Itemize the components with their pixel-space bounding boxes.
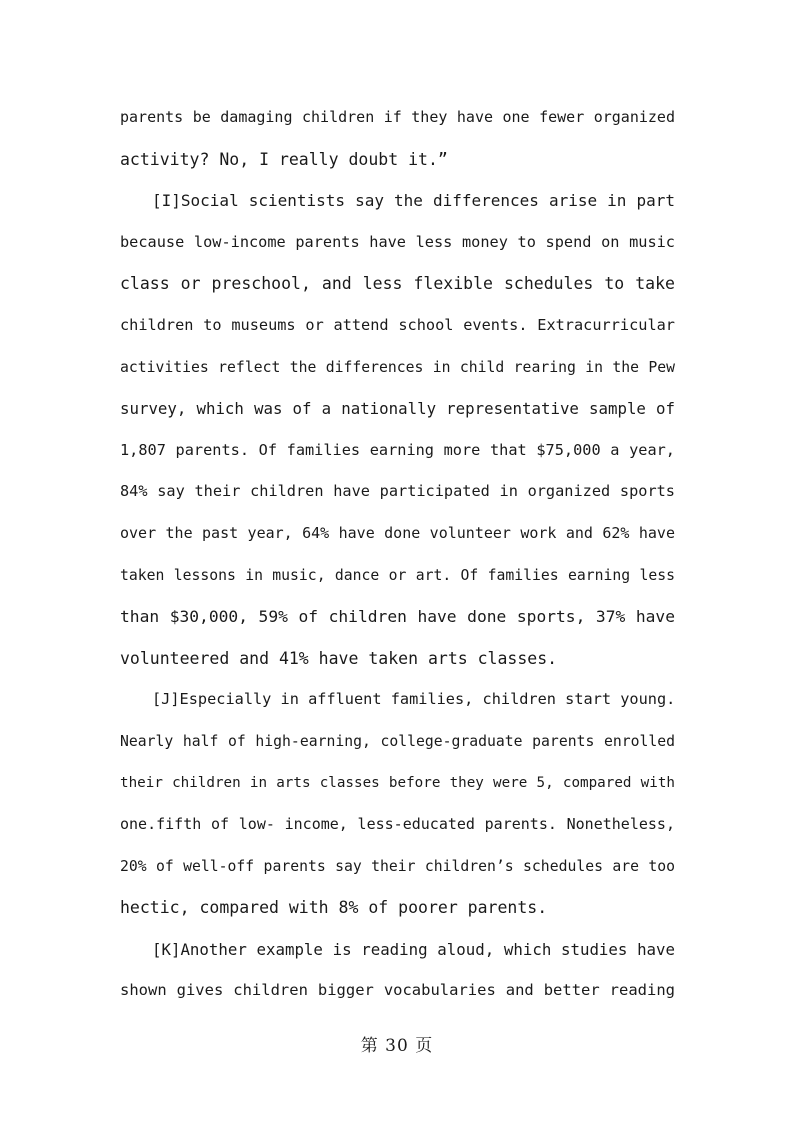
page-body: [120, 97, 675, 1012]
text-line: parents be damaging children if they have one fewer organized: [120, 108, 675, 126]
text-line: [K]Another example is reading aloud, which studies have: [152, 939, 675, 959]
text-line: their children in arts classes before they were 5, compared with: [120, 774, 675, 791]
text-line: because low-income parents have less money to spend on music: [120, 232, 675, 251]
text-line: survey, which was of a nationally representative sample of: [120, 399, 675, 419]
paragraph-continuation: [120, 97, 675, 180]
text-line: activity? No, I really doubt it.”: [120, 149, 448, 169]
text-line: than $30,000, 59% of children have done sports, 37% have: [120, 607, 675, 627]
text-line: children to museums or attend school events. Extracurricular: [120, 315, 675, 334]
text-line: class or preschool, and less flexible schedules to take: [120, 274, 675, 294]
text-line: activities reflect the differences in child rearing in the Pew: [120, 358, 675, 376]
page-number: 第 30 页: [360, 1036, 434, 1056]
text-line: hectic, compared with 8% of poorer parents.: [120, 898, 548, 918]
paragraph-k: [120, 929, 675, 1012]
text-line: shown gives children bigger vocabularies and better reading: [120, 981, 675, 1000]
text-line: 20% of well-off parents say their children’s schedules are too: [120, 857, 675, 875]
paragraph-j: [120, 679, 675, 929]
text-line: Nearly half of high-earning, college-graduate parents enrolled: [120, 732, 675, 750]
text-line: taken lessons in music, dance or art. Of families earning less: [120, 566, 675, 584]
text-line: [J]Especially in affluent families, children start young.: [152, 690, 675, 709]
text-line: over the past year, 64% have done volunteer work and 62% have: [120, 523, 675, 542]
paragraph-i: [120, 180, 675, 679]
text-line: one.fifth of low- income, less-educated parents. Nonetheless,: [120, 815, 675, 834]
text-line: [I]Social scientists say the differences arise in part: [152, 191, 675, 211]
text-line: volunteered and 41% have taken arts classes.: [120, 648, 558, 668]
text-line: 84% say their children have participated in organized sports: [120, 482, 675, 501]
text-line: 1,807 parents. Of families earning more that $75,000 a year,: [120, 440, 675, 459]
